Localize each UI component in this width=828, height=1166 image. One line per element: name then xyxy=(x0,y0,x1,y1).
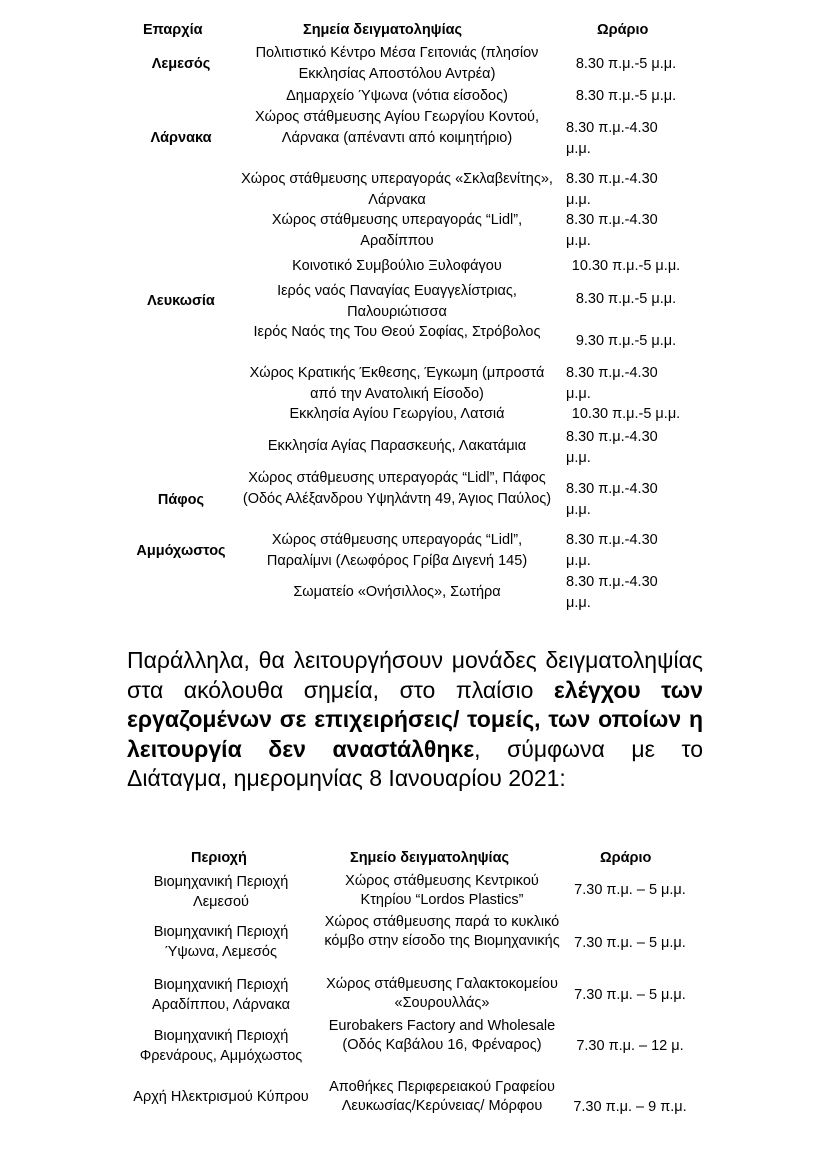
hours-cell: 10.30 π.μ.-5 μ.μ. xyxy=(571,258,681,274)
region-larnaca: Λάρνακα xyxy=(150,130,212,146)
hours-cell: 10.30 π.μ.-5 μ.μ. xyxy=(571,406,681,422)
paragraph-bold-text: ελέγχου των εργαζομένων σε επιχειρήσεις/ τομείς, των οποίων η λειτουργία δεν ανασtάλθηκε xyxy=(127,676,703,762)
region-limassol: Λεμεσός xyxy=(151,56,211,72)
area-cell: Βιομηχανική Περιοχή Αραδίππου, Λάρνακα xyxy=(151,977,291,1013)
spot-cell: Χώρος στάθμευσης Κεντρικού Κτηρίου “Lordos Plastics” xyxy=(345,873,539,908)
hours-cell: 8.30 π.μ.-5 μ.μ. xyxy=(575,88,677,104)
location-cell: Χώρος Κρατικής Έκθεσης, Έγκωμη (μπροστά από την Ανατολική Είσοδο) xyxy=(249,365,545,402)
hours-cell: 8.30 π.μ.-4.30 μ.μ. xyxy=(566,574,658,611)
region-nicosia: Λευκωσία xyxy=(147,293,215,309)
hours-cell: 8.30 π.μ.-4.30 μ.μ. xyxy=(566,532,658,569)
location-cell: Ιερός ναός Παναγίας Ευαγγελίστριας, Παλουριώτισσα xyxy=(277,283,517,320)
hours-cell: 7.30 π.μ. – 5 μ.μ. xyxy=(574,935,686,951)
location-cell: Πολιτιστικό Κέντρο Μέσα Γειτονιάς (πλησίον Εκκλησίας Αποστόλου Αντρέα) xyxy=(255,45,539,82)
spot-cell: Χώρος στάθμευσης παρά το κυκλικό κόμβο στην είσοδο της Βιομηχανικής xyxy=(324,914,560,949)
workplace-testing-paragraph xyxy=(127,646,703,794)
spot-cell: Αποθήκες Περιφερειακού Γραφείου Λευκωσίας/Κερύνειας/ Μόρφου xyxy=(329,1079,555,1114)
location-cell: Χώρος στάθμευσης υπεραγοράς “Lidl”, Πάφος (Οδός Αλέξανδρου Υψηλάντη 49, Άγιος Παύλος) xyxy=(242,470,552,507)
hours-cell: 8.30 π.μ.-4.30 μ.μ. xyxy=(566,120,658,157)
location-cell: Ιερός Ναός της Του Θεού Σοφίας, Στρόβολος xyxy=(253,324,541,340)
location-cell: Χώρος στάθμευσης υπεραγοράς “Lidl”, Αραδίππου xyxy=(271,212,523,249)
hours-cell: 8.30 π.μ.-4.30 μ.μ. xyxy=(566,365,658,402)
header-location: Σημεία δειγματοληψίας xyxy=(303,22,463,38)
header-region: Επαρχία xyxy=(143,22,203,38)
spot-cell: Eurobakers Factory and Wholesale (Οδός Καβάλου 16, Φρέναρος) xyxy=(328,1018,556,1053)
hours-cell: 8.30 π.μ.-4.30 μ.μ. xyxy=(566,429,658,466)
area-cell: Βιομηχανική Περιοχή Λεμεσού xyxy=(153,874,289,910)
paragraph-text-after: , σύμφωνα με το Διάταγμα, ημερομηνίας 8 Ιανουαρίου 2021: xyxy=(127,735,704,792)
area-cell: Βιομηχανική Περιοχή Ύψωνα, Λεμεσός xyxy=(153,924,289,960)
area-cell: Αρχή Ηλεκτρισμού Κύπρου xyxy=(133,1089,309,1105)
location-cell: Δημαρχείο Ύψωνα (νότια είσοδος) xyxy=(286,88,508,104)
location-cell: Εκκλησία Αγίας Παρασκευής, Λακατάμια xyxy=(267,438,527,454)
paragraph-text-before: Παράλληλα, θα λειτουργήσουν μονάδες δειγματοληψίας στα ακόλουθα σημεία, στο πλαίσιο xyxy=(127,647,703,703)
header-hours: Ωράριο xyxy=(597,22,649,38)
hours-cell: 8.30 π.μ.-5 μ.μ. xyxy=(575,291,677,307)
location-cell: Σωματείο «Ονήσιλλος», Σωτήρα xyxy=(293,584,501,600)
hours-cell: 8.30 π.μ.-4.30 μ.μ. xyxy=(566,171,658,208)
hours-cell: 8.30 π.μ.-4.30 μ.μ. xyxy=(566,212,658,249)
hours-cell: 7.30 π.μ. – 12 μ. xyxy=(576,1038,684,1054)
header-area: Περιοχή xyxy=(191,850,247,866)
region-famagusta: Αμμόχωστος xyxy=(136,543,226,559)
location-cell: Χώρος στάθμευσης υπεραγοράς “Lidl”, Παραλίμνι (Λεωφόρος Γρίβα Διγενή 145) xyxy=(266,532,528,569)
hours-cell: 7.30 π.μ. – 9 π.μ. xyxy=(573,1099,687,1115)
spot-cell: Χώρος στάθμευσης Γαλακτοκομείου «Σουρουλλάς» xyxy=(326,976,558,1011)
hours-cell: 7.30 π.μ. – 5 μ.μ. xyxy=(574,882,686,898)
hours-cell: 8.30 π.μ.-4.30 μ.μ. xyxy=(566,481,658,518)
location-cell: Χώρος στάθμευσης Αγίου Γεωργίου Κοντού, Λάρνακα (απέναντι από κοιμητήριο) xyxy=(255,109,539,146)
area-cell: Βιομηχανική Περιοχή Φρενάρους, Αμμόχωστος xyxy=(139,1028,303,1064)
location-cell: Κοινοτικό Συμβούλιο Ξυλοφάγου xyxy=(292,258,502,274)
header-hours: Ωράριο xyxy=(600,850,652,866)
location-cell: Χώρος στάθμευσης υπεραγοράς «Σκλαβενίτης», Λάρνακα xyxy=(241,171,553,208)
header-spot: Σημείο δειγματοληψίας xyxy=(350,850,510,866)
location-cell: Εκκλησία Αγίου Γεωργίου, Λατσιά xyxy=(289,406,505,422)
region-paphos: Πάφος xyxy=(157,492,205,508)
hours-cell: 7.30 π.μ. – 5 μ.μ. xyxy=(574,987,686,1003)
hours-cell: 9.30 π.μ.-5 μ.μ. xyxy=(575,333,677,349)
hours-cell: 8.30 π.μ.-5 μ.μ. xyxy=(575,56,677,72)
